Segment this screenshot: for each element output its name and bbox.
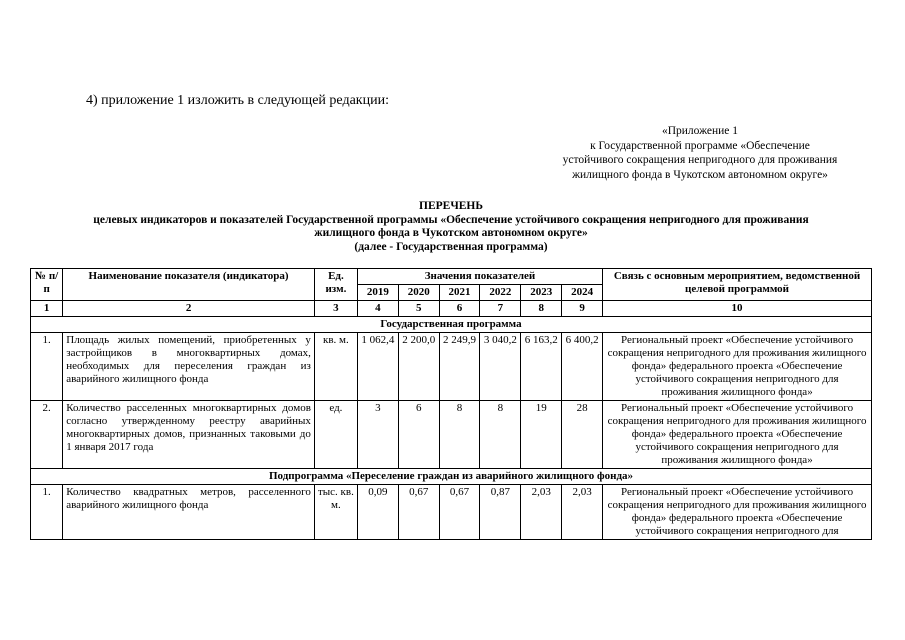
row-value: 6 400,2 — [562, 333, 603, 401]
row-value: 2 249,9 — [439, 333, 480, 401]
row-unit: кв. м. — [314, 333, 357, 401]
document-title — [30, 200, 872, 254]
appendix-line: устойчивого сокращения непригодного для проживания — [562, 154, 838, 166]
header-year: 2019 — [357, 285, 398, 301]
row-value: 28 — [562, 401, 603, 469]
row-value: 8 — [480, 401, 521, 469]
table-row — [31, 333, 872, 401]
section-title: Государственная программа — [31, 317, 872, 333]
row-unit: тыс. кв. м. — [314, 485, 357, 540]
section-row — [31, 317, 872, 333]
header-year: 2023 — [521, 285, 562, 301]
row-value: 3 040,2 — [480, 333, 521, 401]
header-year: 2020 — [398, 285, 439, 301]
column-number: 7 — [480, 301, 521, 317]
section-row — [31, 469, 872, 485]
column-number: 10 — [603, 301, 872, 317]
row-value: 19 — [521, 401, 562, 469]
row-value: 0,87 — [480, 485, 521, 540]
column-number-row — [31, 301, 872, 317]
row-num: 1. — [31, 333, 63, 401]
title-line: жилищного фонда в Чукотском автономном округе» — [314, 227, 588, 239]
header-year: 2024 — [562, 285, 603, 301]
row-value: 0,67 — [439, 485, 480, 540]
row-value: 6 — [398, 401, 439, 469]
table-row — [31, 401, 872, 469]
appendix-line: к Государственной программе «Обеспечение — [590, 139, 810, 152]
row-value: 2,03 — [562, 485, 603, 540]
header-num: № п/п — [31, 269, 63, 301]
header-values: Значения показателей — [357, 269, 602, 285]
row-value: 2,03 — [521, 485, 562, 540]
row-link: Региональный проект «Обеспечение устойчивого сокращения непригодного для проживания жилищного фонда» федерального проекта «Обеспечение устойчивого сокращения непригодного для проживания жилищного фонда» — [603, 401, 872, 469]
title-line: целевых индикаторов и показателей Государственной программы «Обеспечение устойчивого сокращения непригодного для проживания — [93, 213, 809, 226]
column-number: 1 — [31, 301, 63, 317]
column-number: 3 — [314, 301, 357, 317]
row-name: Количество квадратных метров, расселенного аварийного жилищного фонда — [63, 485, 315, 540]
title-line: ПЕРЕЧЕНЬ — [419, 200, 483, 212]
row-value: 8 — [439, 401, 480, 469]
header-name: Наименование показателя (индикатора) — [63, 269, 315, 301]
column-number: 2 — [63, 301, 315, 317]
column-number: 9 — [562, 301, 603, 317]
header-year: 2021 — [439, 285, 480, 301]
row-value: 6 163,2 — [521, 333, 562, 401]
appendix-line: «Приложение 1 — [661, 125, 739, 137]
row-link: Региональный проект «Обеспечение устойчивого сокращения непригодного для проживания жилищного фонда» федерального проекта «Обеспечение устойчивого сокращения непригодного для — [603, 485, 872, 540]
row-value: 3 — [357, 401, 398, 469]
appendix-line: жилищного фонда в Чукотском автономном округе» — [572, 168, 828, 181]
table-row — [31, 485, 872, 540]
indicators-table — [30, 268, 872, 540]
row-name: Площадь жилых помещений, приобретенных у застройщиков в многоквартирных домах, необходимых для переселения граждан из аварийного жилищного фонда — [63, 333, 315, 401]
appendix-reference — [535, 124, 865, 182]
row-num: 2. — [31, 401, 63, 469]
header-unit: Ед. изм. — [314, 269, 357, 301]
intro-text: 4) приложение 1 изложить в следующей редакции: — [86, 93, 389, 108]
title-line: (далее - Государственная программа) — [354, 240, 548, 253]
header-year: 2022 — [480, 285, 521, 301]
column-number: 6 — [439, 301, 480, 317]
section-title: Подпрограмма «Переселение граждан из аварийного жилищного фонда» — [31, 469, 872, 485]
header-link: Связь с основным мероприятием, ведомственной целевой программой — [603, 269, 872, 301]
row-link: Региональный проект «Обеспечение устойчивого сокращения непригодного для проживания жилищного фонда» федерального проекта «Обеспечение устойчивого сокращения непригодного для проживания жилищного фонда» — [603, 333, 872, 401]
column-number: 4 — [357, 301, 398, 317]
table-header-row — [31, 269, 872, 285]
row-name: Количество расселенных многоквартирных домов согласно утвержденному реестру аварийных многоквартирных домов, признанных таковыми до 1 января 2017 года — [63, 401, 315, 469]
column-number: 8 — [521, 301, 562, 317]
row-value: 1 062,4 — [357, 333, 398, 401]
row-unit: ед. — [314, 401, 357, 469]
row-num: 1. — [31, 485, 63, 540]
row-value: 0,09 — [357, 485, 398, 540]
row-value: 0,67 — [398, 485, 439, 540]
column-number: 5 — [398, 301, 439, 317]
row-value: 2 200,0 — [398, 333, 439, 401]
